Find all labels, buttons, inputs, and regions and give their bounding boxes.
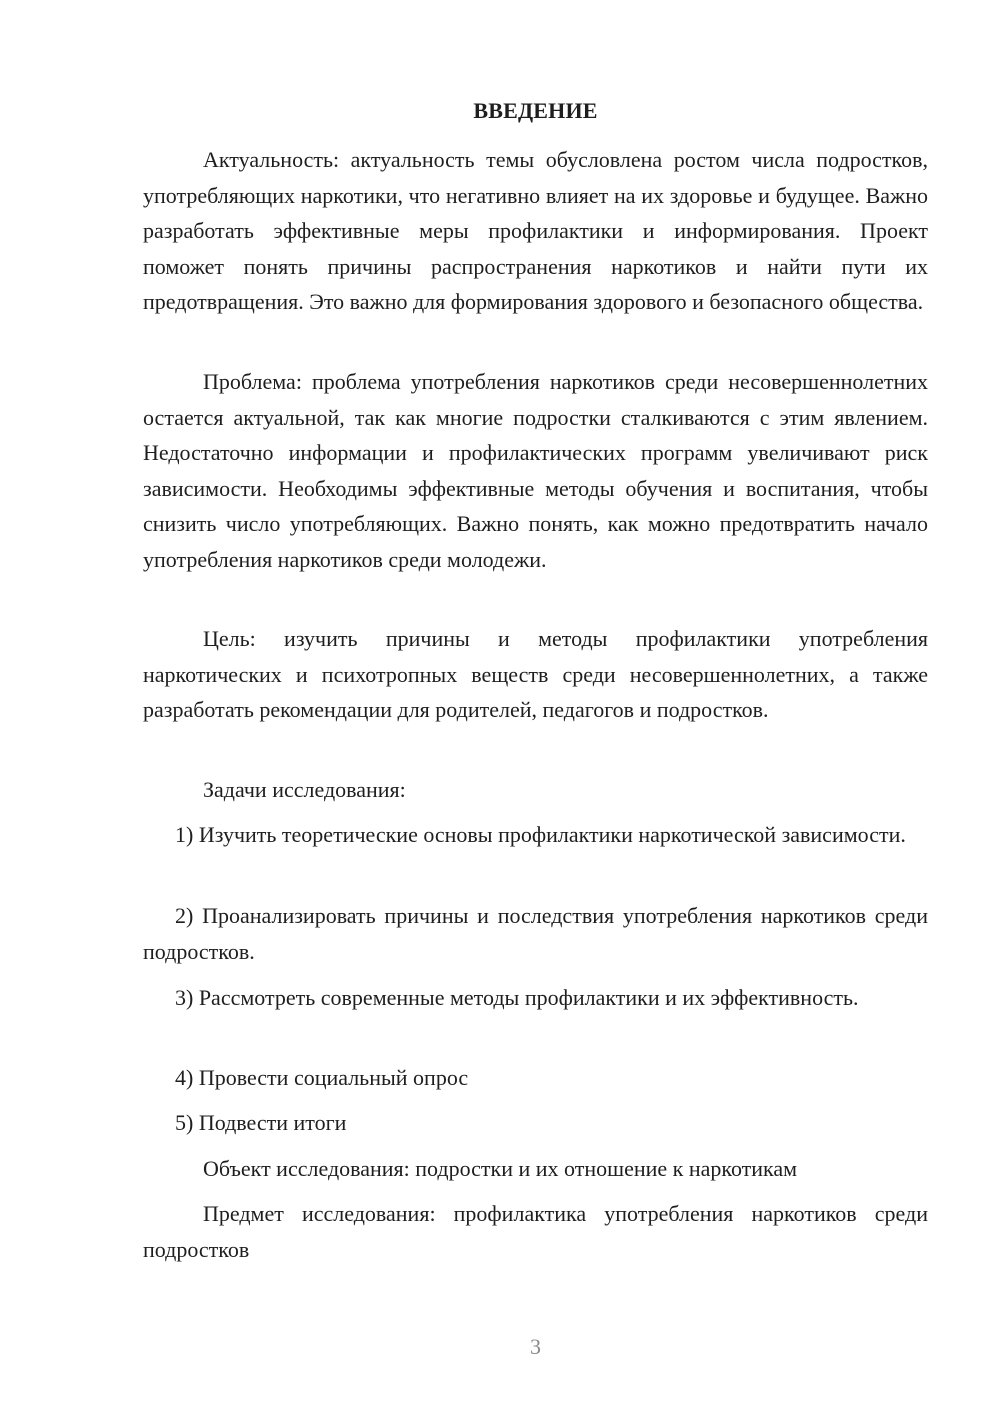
task-item-4: 4) Провести социальный опрос — [175, 1065, 469, 1090]
problem-paragraph: Проблема: проблема употребления наркотиков среди несовершеннолетних остается актуальной, так как многие подростки сталкиваются с этим явлением. Недостаточно информации и профилактических программ увеличивают риск зависимости. Необходимы эффективные методы обучения и воспитания, чтобы снизить число употребляющих. Важно понять, как можно предотвратить начало употребления наркотиков среди молодежи. — [143, 369, 928, 572]
tasks-title: Задачи исследования: — [203, 777, 406, 802]
section-heading: ВВЕДЕНИЕ — [473, 98, 598, 123]
task-item-5: 5) Подвести итоги — [175, 1110, 347, 1135]
document-page — [143, 0, 928, 1414]
page-number: 3 — [530, 1334, 541, 1359]
task-item-2: 2) Проанализировать причины и последствия употребления наркотиков среди подростков. — [143, 903, 928, 964]
research-object-paragraph: Объект исследования: подростки и их отношение к наркотикам — [203, 1156, 798, 1181]
task-item-1: 1) Изучить теоретические основы профилактики наркотической зависимости. — [175, 822, 906, 847]
goal-paragraph: Цель: изучить причины и методы профилактики употребления наркотических и психотропных веществ среди несовершеннолетних, а также разработать рекомендации для родителей, педагогов и подростков. — [143, 626, 928, 722]
research-subject-paragraph: Предмет исследования: профилактика употребления наркотиков среди подростков — [143, 1201, 928, 1262]
relevance-paragraph: Актуальность: актуальность темы обусловлена ростом числа подростков, употребляющих наркотики, что негативно влияет на их здоровье и будущее. Важно разработать эффективные меры профилактики и информирования. Проект поможет понять причины распространения наркотиков и найти пути их предотвращения. Это важно для формирования здорового и безопасного общества. — [143, 147, 928, 314]
task-item-3: 3) Рассмотреть современные методы профилактики и их эффективность. — [175, 985, 859, 1010]
